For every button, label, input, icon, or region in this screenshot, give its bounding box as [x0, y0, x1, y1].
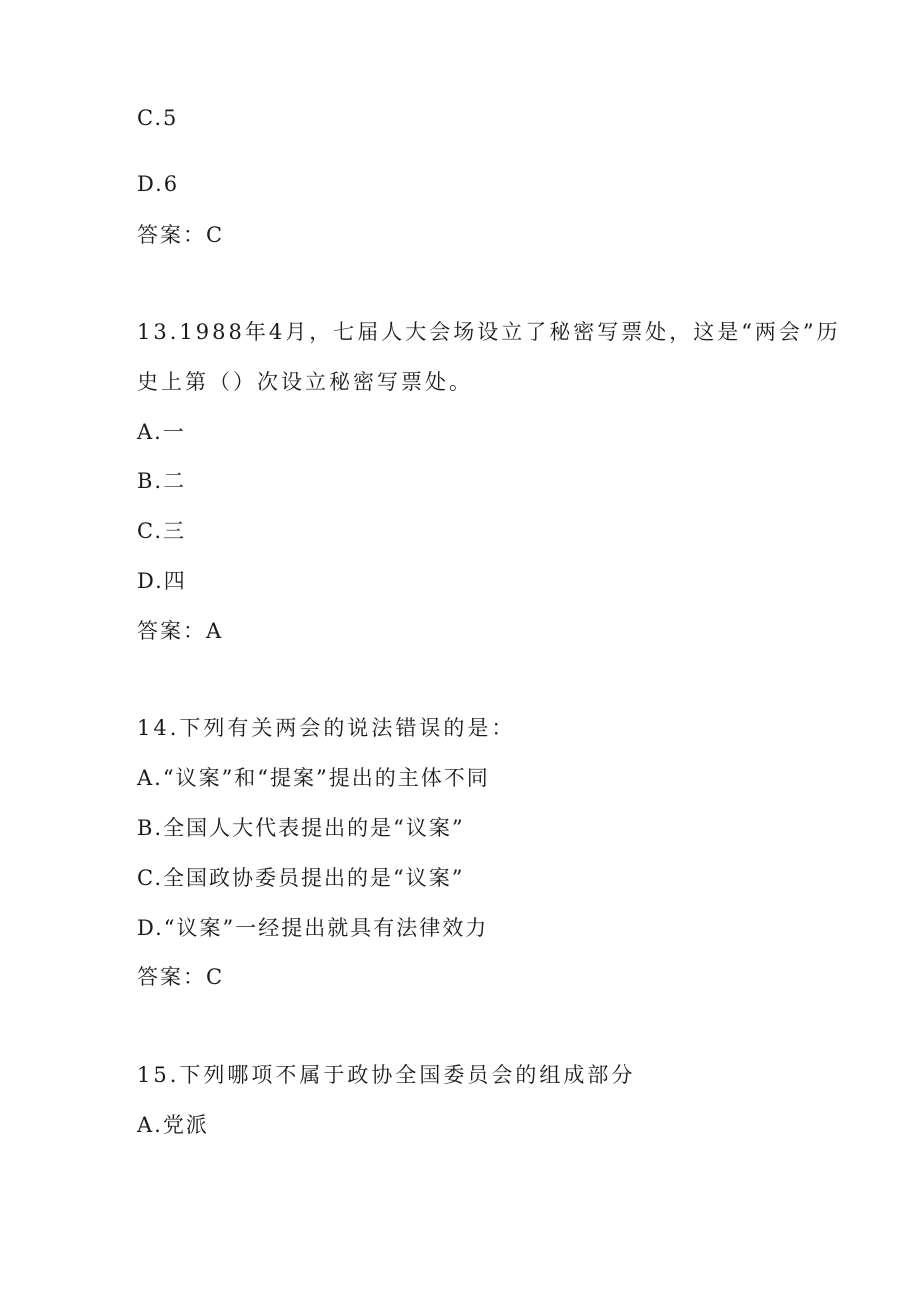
q13-option-c: C.三: [137, 519, 186, 543]
q12-option-c: C.5: [137, 106, 179, 130]
q12-option-d: D.6: [137, 172, 180, 196]
q14-option-a: A.“议案”和“提案”提出的主体不同: [137, 766, 490, 790]
q13-option-d: D.四: [137, 569, 187, 593]
q13-answer: 答案：A: [137, 619, 224, 643]
q15-title: 15.下列哪项不属于政协全国委员会的组成部分: [137, 1063, 636, 1087]
q13-title-line1: 13.1988年4月，七届人大会场设立了秘密写票处，这是“两会”历: [137, 320, 841, 344]
q12-answer: 答案：C: [137, 223, 225, 247]
q14-option-d: D.“议案”一经提出就具有法律效力: [137, 916, 489, 940]
q14-option-c: C.全国政协委员提出的是“议案”: [137, 866, 465, 890]
q14-title: 14.下列有关两会的说法错误的是：: [137, 716, 516, 740]
q13-title-line2: 史上第（）次设立秘密写票处。: [137, 370, 473, 394]
q13-option-a: A.一: [137, 420, 186, 444]
q14-option-b: B.全国人大代表提出的是“议案”: [137, 816, 465, 840]
q15-option-a: A.党派: [137, 1113, 209, 1137]
q14-answer: 答案：C: [137, 965, 225, 989]
q13-option-b: B.二: [137, 469, 187, 493]
